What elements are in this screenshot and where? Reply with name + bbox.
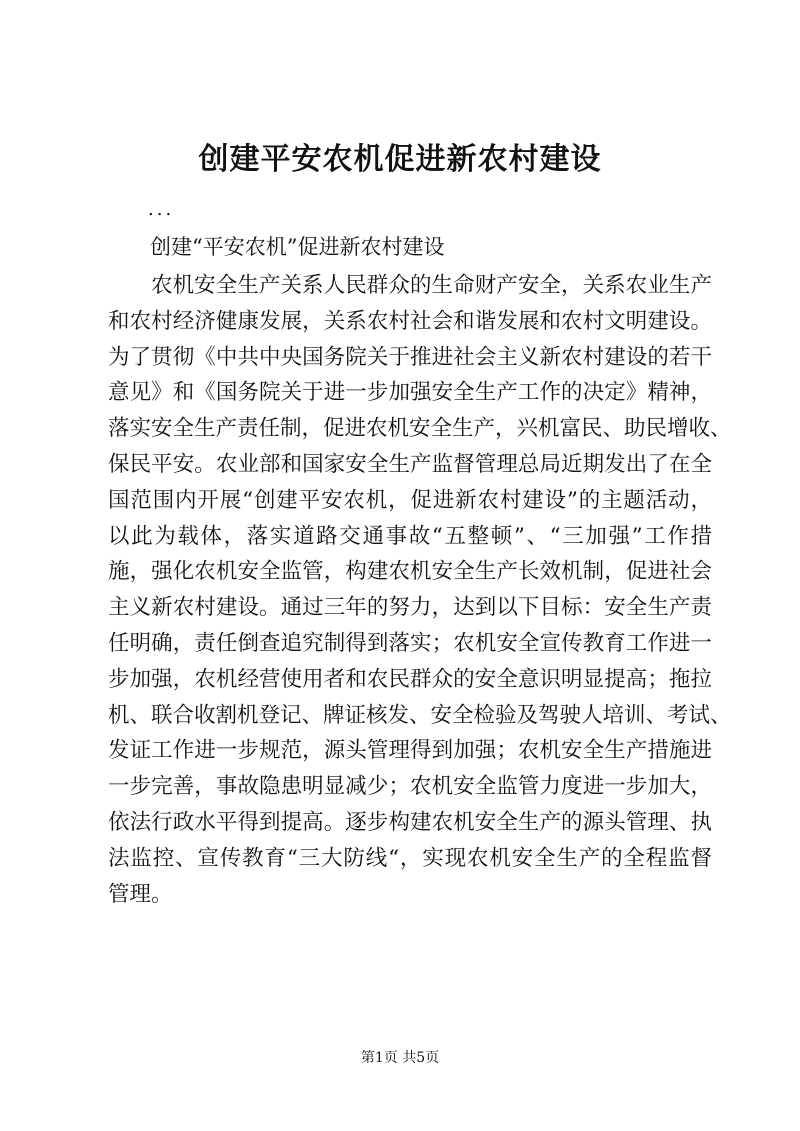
- body-line: 发证工作进一步规范，源头管理得到加强；农机安全生产措施进: [108, 738, 712, 764]
- body-line: 步加强，农机经营使用者和农民群众的安全意识明显提高；拖拉: [108, 666, 712, 692]
- body-line: 意见》和《国务院关于进一步加强安全生产工作的决定》精神，: [108, 380, 712, 406]
- body-line: 施，强化农机安全监管，构建农机安全生产长效机制，促进社会: [108, 559, 712, 585]
- body-line: 任明确，责任倒查追究制得到落实；农机安全宣传教育工作进一: [108, 630, 712, 656]
- page-number-footer: 第1页 共5页: [360, 1050, 440, 1066]
- body-paragraph: [108, 268, 732, 912]
- body-line: 为了贯彻《中共中央国务院关于推进社会主义新农村建设的若干: [108, 344, 712, 370]
- body-line: 机、联合收割机登记、牌证核发、安全检验及驾驶人培训、考试、: [108, 702, 732, 728]
- body-line: 依法行政水平得到提高。逐步构建农机安全生产的源头管理、执: [108, 809, 712, 835]
- body-line: 农机安全生产关系人民群众的生命财产安全，关系农业生产: [151, 273, 712, 298]
- body-line: 管理。: [108, 881, 173, 907]
- body-line: 一步完善，事故隐患明显减少；农机安全监管力度进一步加大，: [108, 774, 712, 800]
- document-subtitle: 创建“平安农机”促进新农村建设: [150, 235, 445, 259]
- body-line: 法监控、宣传教育“三大防线“，实现农机安全生产的全程监督: [108, 845, 712, 871]
- body-line: 主义新农村建设。通过三年的努力，达到以下目标：安全生产责: [108, 595, 712, 621]
- ellipsis-marker: ...: [148, 199, 175, 220]
- body-line: 和农村经济健康发展，关系农村社会和谐发展和农村文明建设。: [108, 308, 712, 334]
- body-line: 国范围内开展“创建平安农机，促进新农村建设”的主题活动，: [108, 487, 712, 513]
- body-line: 以此为载体，落实道路交通事故“五整顿”、“三加强”工作措: [108, 523, 712, 549]
- document-title: 创建平安农机促进新农村建设: [198, 142, 602, 177]
- body-line: 保民平安。农业部和国家安全生产监督管理总局近期发出了在全: [108, 451, 712, 477]
- body-line: 落实安全生产责任制，促进农机安全生产，兴机富民、助民增收、: [108, 416, 732, 442]
